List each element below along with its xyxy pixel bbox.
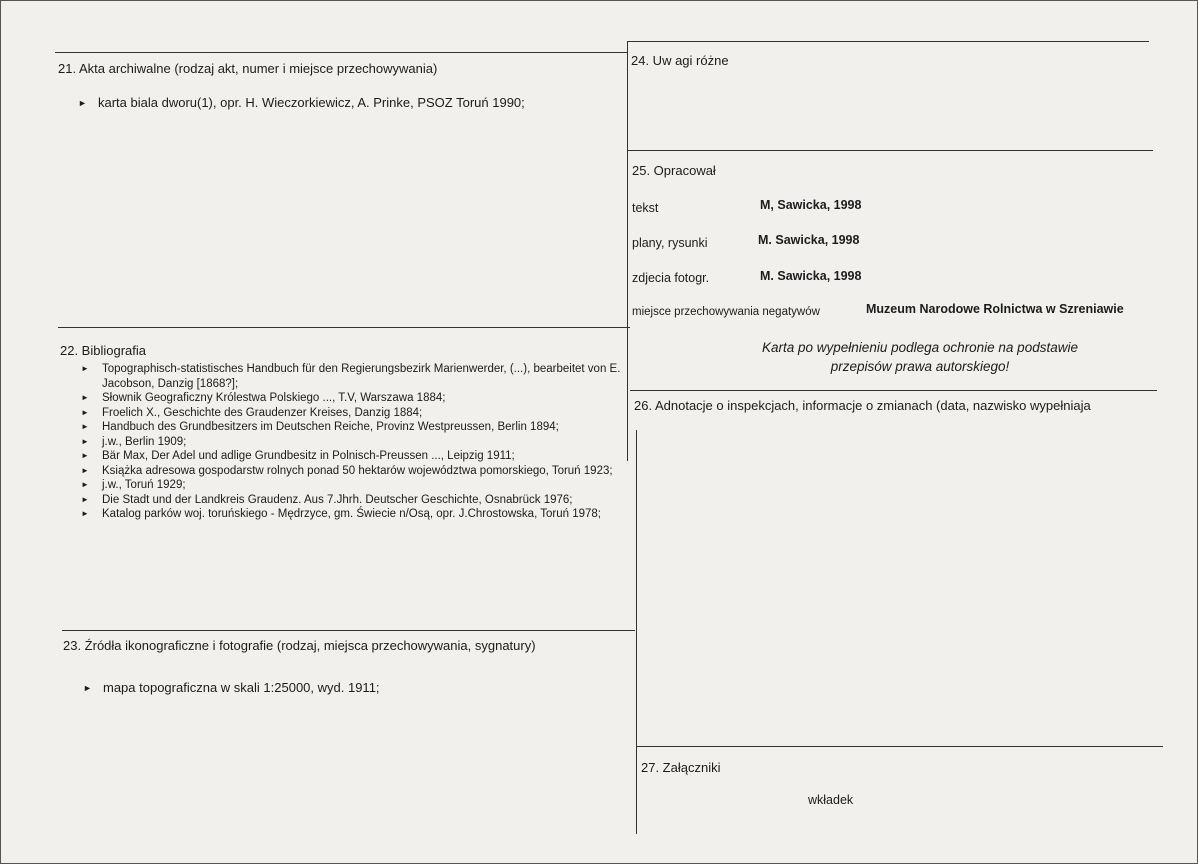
section-27-title: 27. Załączniki bbox=[641, 760, 721, 775]
divider-26-27 bbox=[637, 746, 1163, 747]
section-24-title: 24. Uw agi różne bbox=[631, 53, 729, 68]
author-plans-label: plany, rysunki bbox=[632, 236, 708, 250]
copyright-note: Karta po wypełnieniu podlega ochronie na podstawie przepisów prawa autorskiego! bbox=[762, 340, 1078, 374]
list-item: ► Katalog parków woj. toruńskiego - Mędrzyce, gm. Świecie n/Osą, opr. J.Chrostowska, Toruń 1978; bbox=[81, 508, 601, 520]
divider-25-26 bbox=[630, 390, 1157, 391]
author-text-value: M, Sawicka, 1998 bbox=[760, 198, 862, 212]
bullet-icon: ► bbox=[81, 393, 89, 402]
author-photos-value: M. Sawicka, 1998 bbox=[760, 269, 862, 283]
section-23-item: ► mapa topograficzna w skali 1:25000, wyd. 1911; bbox=[83, 680, 380, 695]
section-25-title: 25. Opracował bbox=[632, 163, 716, 178]
divider-top-right bbox=[627, 41, 1149, 42]
list-item: ► j.w., Berlin 1909; bbox=[81, 435, 187, 448]
list-item: ► j.w., Toruń 1929; bbox=[81, 479, 186, 491]
attachments-value: wkładek bbox=[808, 793, 854, 807]
bullet-icon: ► bbox=[81, 422, 89, 431]
section-22-title: 22. Bibliografia bbox=[60, 343, 146, 358]
author-text-label: tekst bbox=[632, 201, 659, 215]
section-21-title: 21. Akta archiwalne (rodzaj akt, numer i miejsce przechowywania) bbox=[58, 61, 438, 76]
section-21-item: ► karta biala dworu(1), opr. H. Wieczorkiewicz, A. Prinke, PSOZ Toruń 1990; bbox=[78, 95, 525, 110]
list-item: ► Książka adresowa gospodarstw rolnych ponad 50 hektarów województwa pomorskiego, Toruń 1923; bbox=[81, 464, 613, 477]
bullet-icon: ► bbox=[81, 364, 89, 373]
bullet-icon: ► bbox=[81, 407, 89, 417]
list-item: ► Froelich X., Geschichte des Graudenzer Kreises, Danzig 1884; bbox=[81, 406, 423, 419]
bullet-icon: ► bbox=[81, 465, 89, 475]
divider-21-22 bbox=[58, 327, 630, 328]
bibliography-list bbox=[78, 362, 638, 522]
bullet-icon: ► bbox=[81, 494, 89, 504]
divider-22-23 bbox=[62, 630, 635, 631]
author-plans-value: M. Sawicka, 1998 bbox=[758, 233, 860, 247]
list-item: ► Słownik Geograficzny Królestwa Polskiego ..., T.V, Warszawa 1884; bbox=[81, 392, 446, 404]
bullet-icon: ► bbox=[81, 509, 89, 518]
list-item: ► Topographisch-statistisches Handbuch für den Regierungsbezirk Marienwerder, (...), bearbeitet von E. Jacobson, Danzig [1868?]; bbox=[81, 363, 621, 390]
divider-top-left bbox=[55, 52, 627, 53]
bullet-icon: ► bbox=[78, 98, 87, 108]
list-item: ► Handbuch des Grundbesitzers im Deutschen Reiche, Provinz Westpreussen, Berlin 1894; bbox=[81, 421, 559, 433]
negatives-location-value: Muzeum Narodowe Rolnictwa w Szreniawie bbox=[866, 302, 1124, 316]
section-23-title: 23. Źródła ikonograficzne i fotografie (rodzaj, miejsca przechowywania, sygnatury) bbox=[63, 638, 536, 653]
section-26-title: 26. Adnotacje o inspekcjach, informacje o zmianach (data, nazwisko wypełniaja bbox=[634, 398, 1091, 413]
negatives-location-label: miejsce przechowywania negatywów bbox=[632, 306, 820, 318]
bullet-icon: ► bbox=[81, 451, 89, 460]
bullet-icon: ► bbox=[81, 436, 89, 446]
list-item: ► Bär Max, Der Adel und adlige Grundbesitz in Polnisch-Preussen ..., Leipzig 1911; bbox=[81, 450, 515, 462]
divider-24-25 bbox=[627, 150, 1153, 151]
author-photos-label: zdjecia fotogr. bbox=[632, 271, 710, 285]
bullet-icon: ► bbox=[83, 683, 92, 693]
list-item: ► Die Stadt und der Landkreis Graudenz. Aus 7.Jhrh. Deutscher Geschichte, Osnabrück 1976; bbox=[81, 493, 573, 506]
bullet-icon: ► bbox=[81, 480, 89, 489]
